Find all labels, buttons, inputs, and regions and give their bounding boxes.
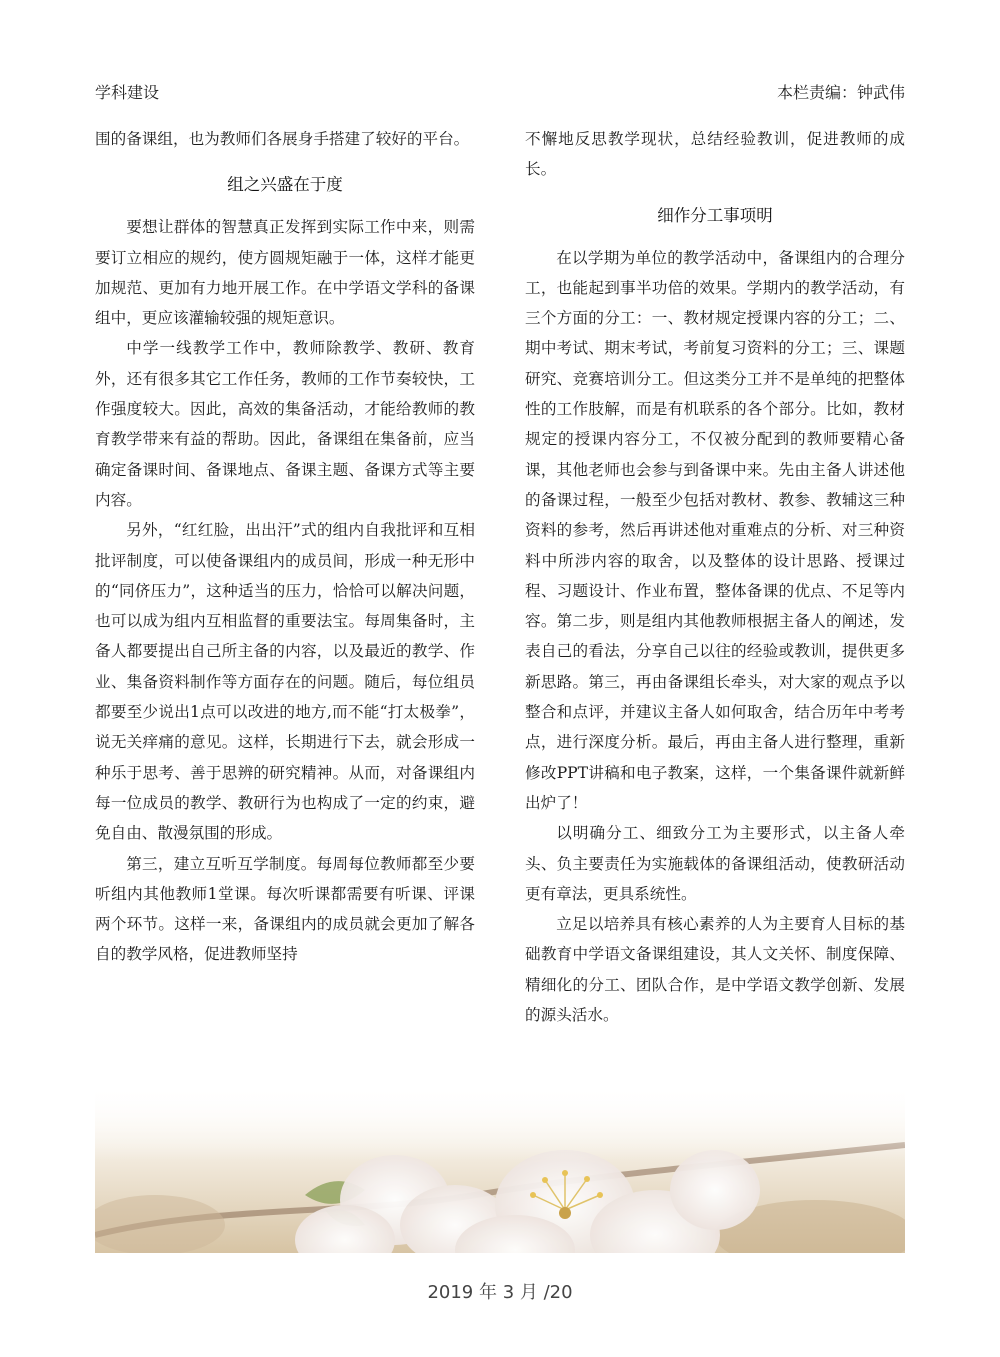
section-title: 学科建设 xyxy=(95,83,160,102)
paragraph: 以明确分工、细致分工为主要形式，以主备人牵头、负主要责任为实施载体的备课组活动，使教研活动更有章法，更具系统性。 xyxy=(525,824,905,903)
section-heading: 组之兴盛在于度 xyxy=(227,175,343,195)
section-heading: 细作分工事项明 xyxy=(657,205,773,225)
right-column xyxy=(525,124,905,1030)
column-editor: 本栏责编：钟武伟 xyxy=(776,83,905,102)
paragraph: 另外，“红红脸，出出汗”式的组内自我批评和互相批评制度，可以使备课组内的成员间，形成一种无形中的“同侪压力”，这种适当的压力，恰恰可以解决问题，也可以成为组内互相监督的重要法宝。每周集备时，主备人都要提出自己所主备的内容，以及最近的教学、作业、集备资料制作等方面存在的问题。随后，每位组员都要至少说出1点可以改进的地方,而不能“打太极拳”，说无关痒痛的意见。这样，长期进行下去，就会形成一种乐于思考、善于思辨的研究精神。从而，对备课组内每一位成员的教学、教研行为也构成了一定的约束，避免自由、散漫氛围的形成。 xyxy=(95,521,475,843)
paragraph: 围的备课组，也为教师们各展身手搭建了较好的平台。 xyxy=(95,130,470,148)
paragraph: 要想让群体的智慧真正发挥到实际工作中来，则需要订立相应的规约，使方圆规矩融于一体，这样才能更加规范、更加有力地开展工作。在中学语文学科的备课组中，更应该灌输较强的规矩意识。 xyxy=(95,218,475,328)
paragraph: 中学一线教学工作中，教师除教学、教研、教育外，还有很多其它工作任务，教师的工作节奏较快，工作强度较大。因此，高效的集备活动，才能给教师的教育教学带来有益的帮助。因此，备课组在集备前，应当确定备课时间、备课地点、备课主题、备课方式等主要内容。 xyxy=(95,339,475,509)
paragraph: 在以学期为单位的教学活动中，备课组内的合理分工，也能起到事半功倍的效果。学期内的教学活动，有三个方面的分工：一、教材规定授课内容的分工；二、期中考试、期末考试，考前复习资料的分工；三、课题研究、竞赛培训分工。但这类分工并不是单纯的把整体性的工作肢解，而是有机联系的各个部分。比如，教材规定的授课内容分工，不仅被分配到的教师要精心备课，其他老师也会参与到备课中来。先由主备人讲述他的备课过程，一般至少包括对教材、教参、教辅这三种资料的参考，然后再讲述他对重难点的分析、对三种资料中所涉内容的取舍，以及整体的设计思路、授课过程、习题设计、作业布置，整体备课的优点、不足等内容。第二步，则是组内其他教师根据主备人的阐述，发表自己的看法，分享自己以往的经验或教训，提供更多新思路。第三，再由备课组长牵头，对大家的观点予以整合和点评，并建议主备人如何取舍，结合历年中考考点，进行深度分析。最后，再由主备人进行整理，重新修改PPT讲稿和电子教案，这样，一个集备课件就新鲜出炉了！ xyxy=(525,248,905,812)
paragraph: 立足以培养具有核心素养的人为主要育人目标的基础教育中学语文备课组建设，其人文关怀、制度保障、精细化的分工、团队合作，是中学语文教学创新、发展的源头活水。 xyxy=(525,915,905,1025)
paragraph: 不懈地反思教学现状，总结经验教训，促进教师的成长。 xyxy=(525,130,905,179)
blossom-photo xyxy=(95,1085,905,1253)
left-column xyxy=(95,124,475,970)
paragraph: 第三，建立互听互学制度。每周每位教师都至少要听组内其他教师1堂课。每次听课都需要有听课、评课两个环节。这样一来，备课组内的成员就会更加了解各自的教学风格，促进教师坚持 xyxy=(95,854,475,964)
page-number: 2019 年 3 月 /20 xyxy=(427,1282,573,1303)
